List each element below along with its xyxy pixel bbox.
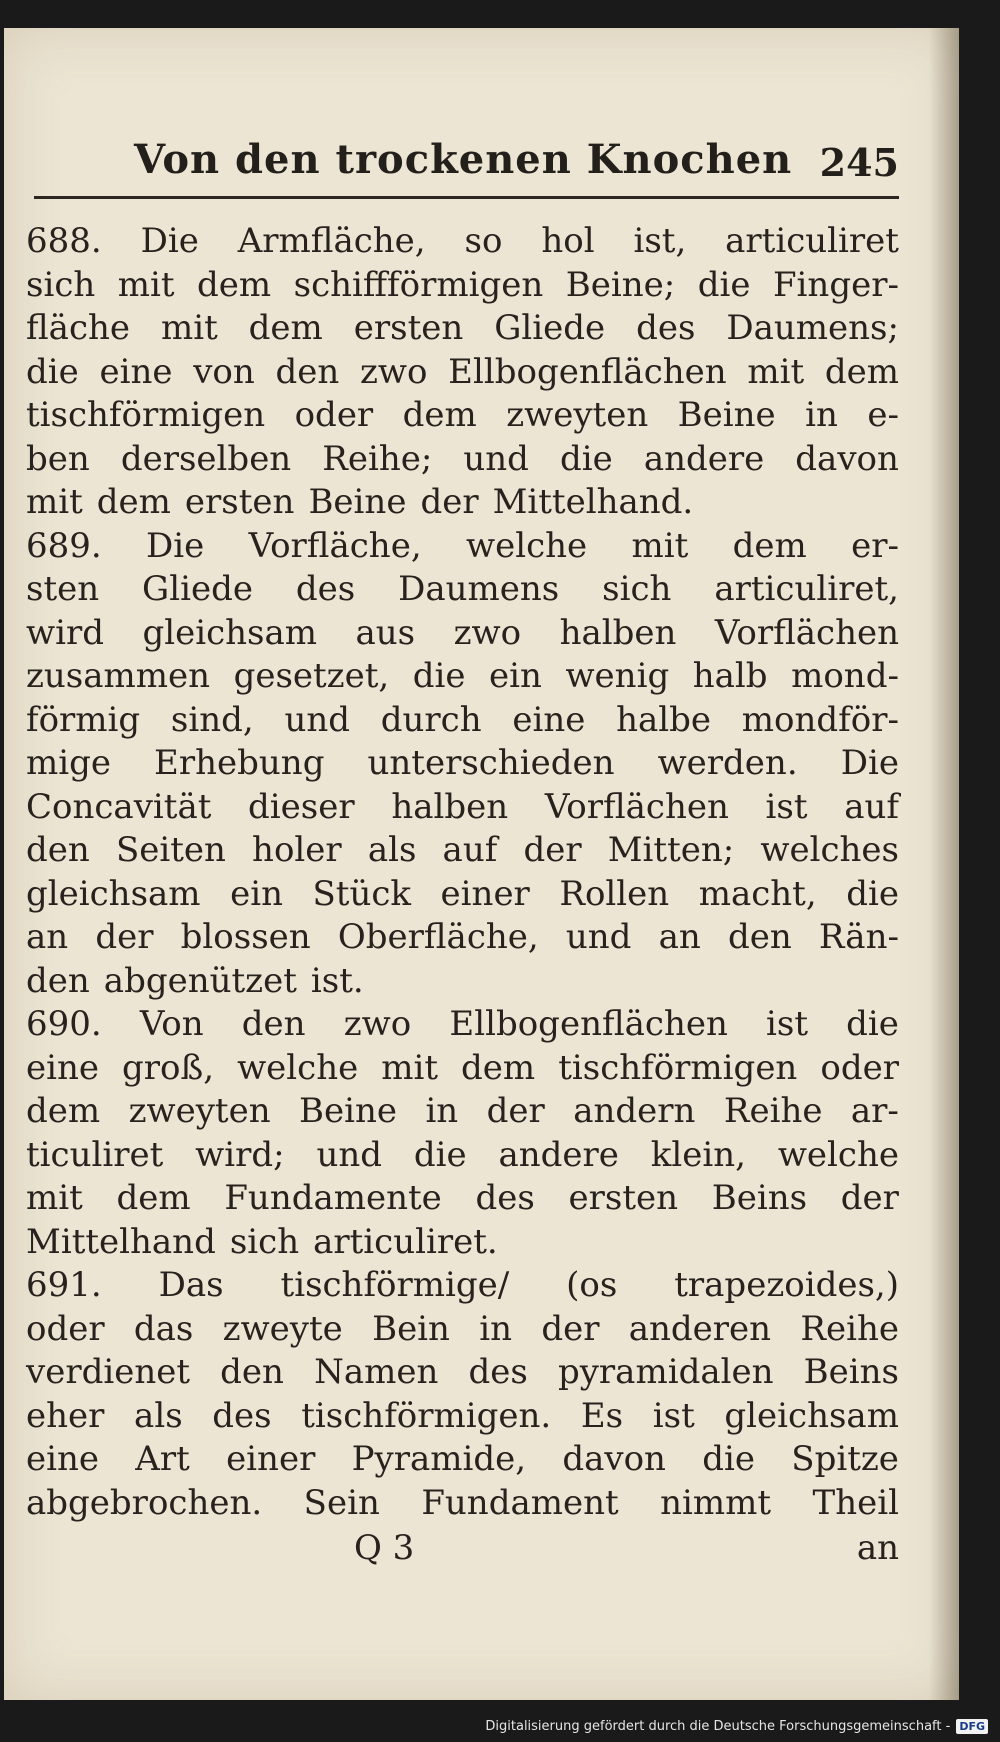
- word: werden.: [657, 743, 798, 783]
- word: Vorfläche,: [248, 525, 422, 566]
- word: Spitze: [791, 1439, 899, 1479]
- text-line: [26, 873, 899, 917]
- word: articuliret.: [313, 1221, 498, 1262]
- word: auf: [844, 786, 899, 827]
- word: des: [212, 1395, 272, 1436]
- word: Mittelhand: [26, 1221, 216, 1262]
- word: dem: [197, 264, 272, 305]
- word: einer: [440, 873, 530, 914]
- text-line: [26, 1047, 899, 1091]
- word: halb: [692, 656, 768, 696]
- text-line: [26, 786, 899, 830]
- word: Fundamente: [224, 1178, 442, 1218]
- word: welche: [237, 1047, 359, 1088]
- word: ersten: [184, 482, 295, 522]
- word: in: [805, 395, 838, 435]
- word: Erhebung: [154, 743, 325, 783]
- word: 690.: [26, 1004, 102, 1044]
- word: Seiten: [115, 830, 226, 870]
- word: Namen: [314, 1352, 439, 1392]
- word: tischförmigen: [558, 1047, 798, 1088]
- word: dem: [248, 308, 323, 348]
- word: dem: [402, 395, 477, 435]
- word: eher: [26, 1395, 105, 1436]
- word: der: [420, 482, 479, 522]
- word: mit: [631, 525, 689, 566]
- text-line: [26, 525, 899, 569]
- word: ersten: [353, 308, 464, 348]
- word: sten: [26, 569, 100, 609]
- word: fläche: [26, 308, 131, 348]
- word: Oberfläche,: [337, 917, 539, 957]
- word: in: [479, 1308, 513, 1349]
- word: abgenützet: [103, 960, 297, 1001]
- word: oder: [820, 1047, 899, 1088]
- word: der: [541, 1308, 600, 1349]
- word: Fundament: [421, 1482, 619, 1523]
- word: welche: [777, 1134, 899, 1175]
- word: eine: [26, 1047, 100, 1088]
- word: Daumens;: [726, 308, 899, 348]
- word: förmig: [26, 699, 141, 740]
- word: oder: [26, 1308, 105, 1349]
- word: ist,: [633, 221, 687, 261]
- word: davon: [795, 438, 899, 479]
- word: aus: [355, 612, 416, 653]
- text-line: [26, 1177, 899, 1221]
- word: zweyte: [222, 1308, 343, 1349]
- word: Beins: [803, 1352, 899, 1392]
- text-line: [26, 481, 899, 525]
- text-line: [26, 916, 899, 960]
- word: der: [95, 917, 154, 957]
- word: Vorflächen: [714, 612, 899, 653]
- word: den: [26, 830, 90, 870]
- word: Reihe: [723, 1091, 823, 1131]
- word: oder: [294, 395, 374, 435]
- word: mit: [26, 482, 83, 522]
- word: Beine;: [565, 264, 676, 305]
- word: Das: [158, 1265, 224, 1305]
- word: zwo: [343, 1004, 412, 1044]
- word: so: [464, 221, 503, 261]
- word: dem: [96, 482, 171, 522]
- word: gleichsam: [142, 612, 318, 653]
- text-line: [26, 1308, 899, 1352]
- word: Vorflächen: [544, 786, 729, 827]
- word: die: [702, 1439, 755, 1479]
- word: ein: [230, 873, 283, 914]
- page-number: 245: [819, 140, 899, 185]
- word: Daumens: [398, 569, 560, 609]
- word: der: [840, 1178, 899, 1218]
- word: ist.: [310, 960, 364, 1001]
- word: dem: [824, 351, 899, 392]
- word: als: [134, 1395, 183, 1436]
- word: von: [193, 351, 255, 392]
- word: und: [284, 699, 351, 740]
- word: welches: [760, 830, 899, 870]
- word: ticuliret: [26, 1134, 164, 1175]
- word: in: [425, 1091, 459, 1131]
- word: anderen: [628, 1308, 772, 1349]
- word: als: [367, 830, 417, 870]
- word: sich: [26, 264, 96, 305]
- word: verdienet: [26, 1352, 191, 1392]
- word: andere: [498, 1134, 619, 1175]
- word: sind,: [170, 699, 254, 740]
- word: tischförmigen.: [301, 1395, 552, 1436]
- word: die: [846, 873, 899, 914]
- word: ben: [26, 438, 90, 479]
- text-line: [26, 1134, 899, 1178]
- word: e-: [867, 395, 899, 435]
- word: zwo: [453, 612, 522, 653]
- word: ar-: [850, 1091, 899, 1131]
- word: an: [658, 917, 701, 957]
- dfg-logo: DFG: [956, 1719, 988, 1734]
- text-line: [26, 264, 899, 308]
- word: 691.: [26, 1265, 102, 1305]
- word: die: [412, 656, 466, 696]
- page-header: [34, 118, 899, 199]
- word: der: [486, 1091, 545, 1131]
- word: ersten: [568, 1178, 679, 1218]
- word: Beine: [299, 1091, 398, 1131]
- word: dem: [26, 1091, 101, 1131]
- word: an: [26, 917, 69, 957]
- word: andern: [573, 1091, 696, 1131]
- word: articuliret: [725, 221, 899, 261]
- word: des: [475, 1178, 535, 1218]
- word: dem: [116, 1178, 191, 1218]
- word: wird;: [195, 1134, 285, 1175]
- text-line: [26, 1351, 899, 1395]
- word: Stück: [312, 873, 412, 914]
- word: die: [413, 1134, 467, 1175]
- word: ist: [766, 1004, 809, 1044]
- running-title: Von den trockenen Knochen: [134, 136, 793, 183]
- page-gutter-shadow: [929, 28, 959, 1700]
- word: Beine: [677, 395, 776, 435]
- text-line: [26, 829, 899, 873]
- word: Gliede: [494, 308, 606, 348]
- word: klein,: [650, 1134, 746, 1175]
- text-line: [26, 960, 899, 1004]
- word: den: [220, 1352, 284, 1392]
- word: wird: [26, 612, 104, 653]
- word: Armfläche,: [237, 221, 426, 261]
- word: eine: [99, 351, 173, 392]
- word: mondför-: [741, 699, 899, 740]
- word: gleichsam: [26, 873, 201, 914]
- word: Gliede: [142, 569, 253, 609]
- word: Mittelhand.: [492, 482, 694, 522]
- word: mit: [381, 1047, 439, 1088]
- word: halben: [559, 612, 677, 653]
- word: Rollen: [559, 873, 670, 914]
- word: zweyten: [506, 395, 649, 435]
- word: Pyramide,: [351, 1439, 527, 1479]
- word: holer: [252, 830, 342, 870]
- word: tischförmigen: [26, 395, 266, 435]
- book-page: [4, 28, 959, 1700]
- word: halben: [391, 786, 509, 827]
- word: und: [565, 917, 632, 957]
- word: mit: [26, 1178, 83, 1218]
- word: Finger-: [772, 264, 899, 305]
- word: mit: [747, 351, 805, 392]
- word: dieser: [248, 786, 355, 827]
- word: des: [295, 569, 356, 609]
- text-line: [26, 351, 899, 395]
- word: die: [846, 1004, 899, 1044]
- word: Art: [135, 1439, 190, 1479]
- text-line: [26, 1090, 899, 1134]
- word: auf: [442, 830, 498, 870]
- word: den: [241, 1004, 306, 1044]
- word: mond-: [791, 656, 899, 696]
- text-line: [26, 1264, 899, 1308]
- word: dem: [461, 1047, 536, 1088]
- word: der: [523, 830, 582, 870]
- word: das: [133, 1308, 194, 1349]
- text-line: [26, 612, 899, 656]
- word: gleichsam: [724, 1395, 899, 1436]
- text-line: [26, 568, 899, 612]
- word: die: [697, 264, 751, 305]
- word: den: [26, 960, 90, 1001]
- credit-text: Digitalisierung gefördert durch die Deutsche Forschungsgemeinschaft -: [485, 1719, 951, 1734]
- digitization-credit: [485, 1719, 988, 1734]
- word: und: [463, 438, 529, 479]
- word: schiffförmigen: [293, 264, 544, 305]
- word: zweyten: [128, 1091, 271, 1131]
- text-line: [26, 1438, 899, 1482]
- word: die: [26, 351, 79, 392]
- word: des: [468, 1352, 528, 1392]
- word: halbe: [616, 699, 712, 740]
- text-line: [26, 1221, 899, 1265]
- word: Theil: [812, 1482, 899, 1523]
- word: Reihe: [800, 1308, 899, 1349]
- word: welche: [465, 525, 588, 566]
- word: Mitten;: [607, 830, 735, 870]
- word: wenig: [565, 656, 670, 696]
- word: blossen: [180, 917, 311, 957]
- text-line: [26, 220, 899, 264]
- word: durch: [380, 699, 482, 740]
- word: den: [275, 351, 340, 392]
- word: derselben: [120, 438, 292, 479]
- word: einer: [226, 1439, 316, 1479]
- text-line: [26, 1003, 899, 1047]
- word: hol: [541, 221, 595, 261]
- word: mit: [160, 308, 218, 348]
- catchword: an: [856, 1528, 899, 1568]
- word: tischförmige/: [280, 1265, 510, 1305]
- word: groß,: [122, 1047, 215, 1088]
- word: die: [560, 438, 613, 479]
- page-footer-marks: [344, 1528, 899, 1578]
- word: sich: [602, 569, 672, 609]
- word: eine: [26, 1439, 100, 1479]
- word: den: [727, 917, 792, 957]
- word: 689.: [26, 525, 102, 566]
- word: zwo: [359, 351, 428, 392]
- word: Die: [146, 525, 205, 566]
- text-line: [26, 1482, 899, 1526]
- word: sich: [229, 1221, 300, 1262]
- word: Die: [840, 743, 899, 783]
- word: Von: [139, 1004, 204, 1044]
- word: Beins: [711, 1178, 808, 1218]
- word: Es: [580, 1395, 624, 1436]
- word: abgebrochen.: [26, 1482, 263, 1523]
- word: nimmt: [660, 1482, 772, 1523]
- word: Rän-: [818, 917, 899, 957]
- word: Ellbogenflächen: [448, 351, 727, 392]
- word: Die: [140, 221, 199, 261]
- word: mige: [26, 743, 111, 783]
- body-text: [26, 220, 899, 1525]
- word: und: [316, 1134, 382, 1175]
- word: 688.: [26, 221, 102, 261]
- text-line: [26, 394, 899, 438]
- text-line: [26, 1395, 899, 1439]
- word: Concavität: [26, 786, 212, 827]
- word: davon: [562, 1439, 666, 1479]
- word: ist: [765, 786, 808, 827]
- text-line: [26, 438, 899, 482]
- word: trapezoides,): [674, 1265, 899, 1305]
- word: Sein: [303, 1482, 380, 1523]
- word: zusammen: [26, 656, 211, 696]
- text-line: [26, 655, 899, 699]
- word: ein: [489, 656, 542, 696]
- word: unterschieden: [367, 743, 615, 783]
- text-line: [26, 307, 899, 351]
- word: dem: [732, 525, 807, 566]
- word: macht,: [698, 873, 817, 914]
- word: Bein: [372, 1308, 450, 1349]
- word: pyramidalen: [557, 1352, 774, 1392]
- word: Ellbogenflächen: [449, 1004, 728, 1044]
- word: articuliret,: [714, 569, 899, 609]
- word: gesetzet,: [233, 656, 390, 696]
- signature-mark: Q 3: [354, 1528, 415, 1568]
- text-line: [26, 699, 899, 743]
- word: eine: [512, 699, 586, 740]
- word: er-: [851, 525, 899, 566]
- word: mit: [117, 264, 175, 305]
- word: Reihe;: [322, 438, 433, 479]
- word: des: [636, 308, 696, 348]
- word: andere: [643, 438, 765, 479]
- word: ist: [652, 1395, 695, 1436]
- word: Beine: [308, 482, 407, 522]
- text-line: [26, 742, 899, 786]
- word: (os: [566, 1265, 618, 1305]
